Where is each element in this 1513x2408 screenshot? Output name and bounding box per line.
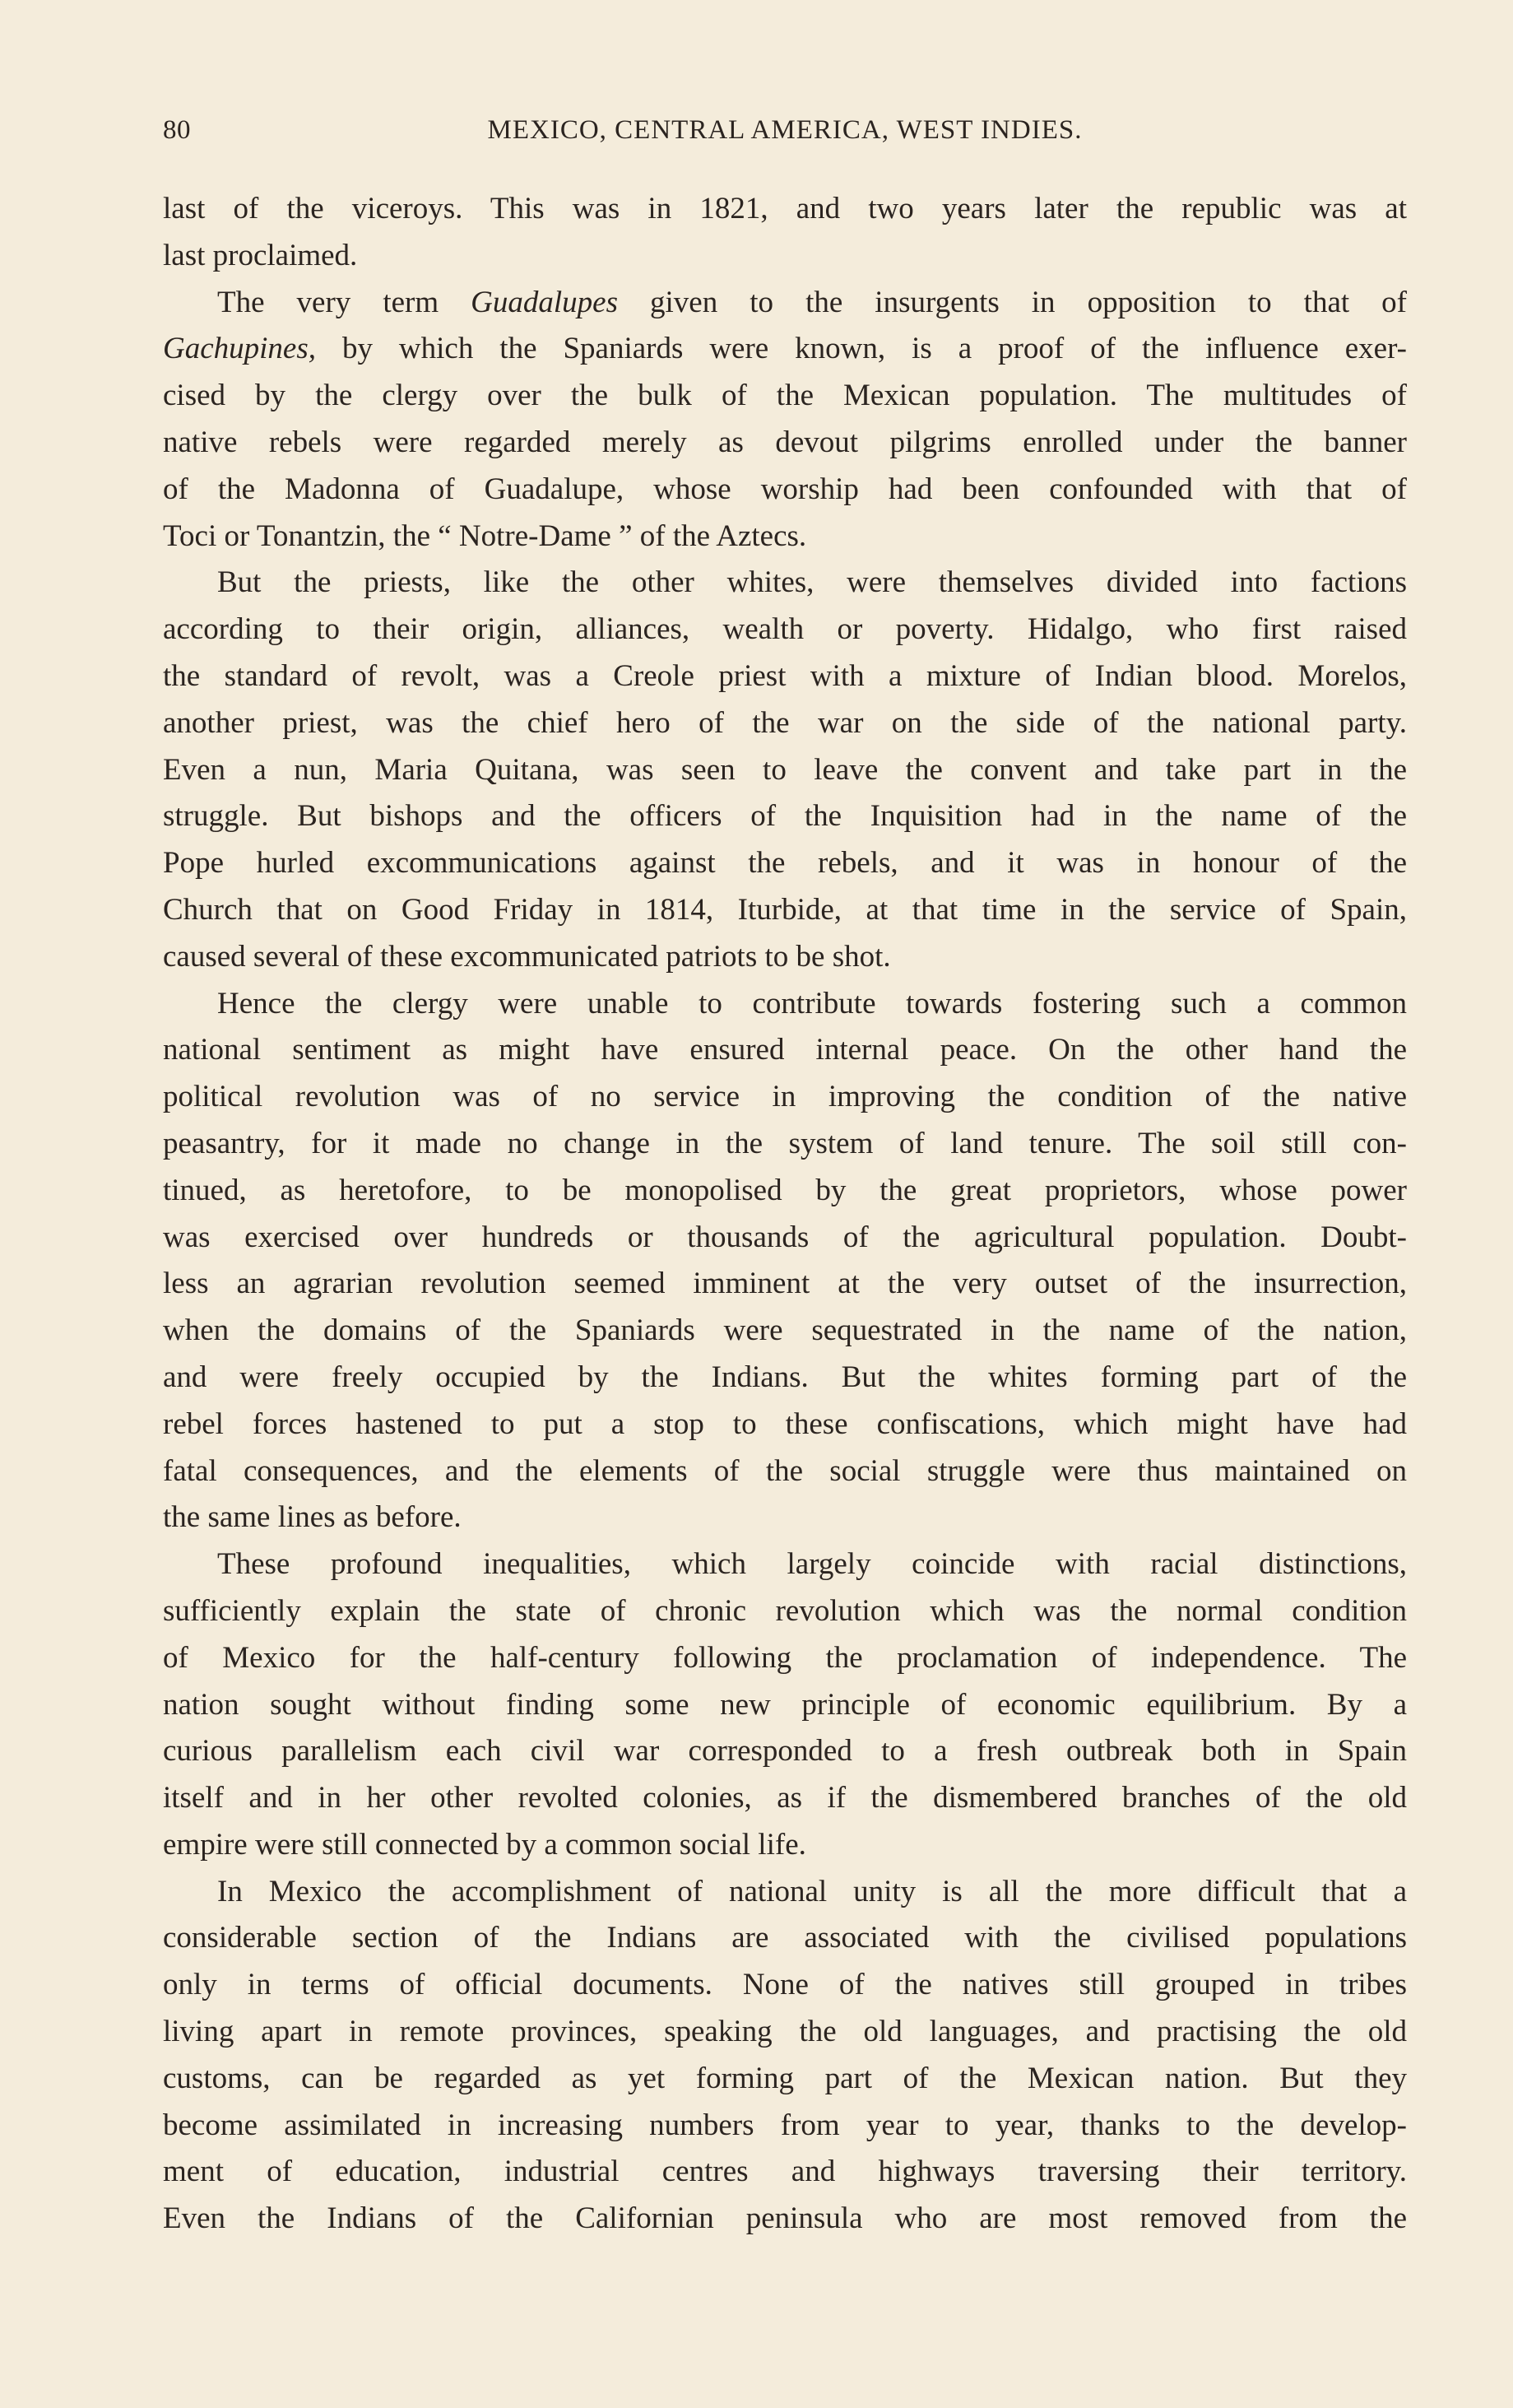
text-line: living apart in remote provinces, speaking the old languages, and practising the old [163,2015,1407,2049]
text-line: peasantry, for it made no change in the system of land tenure. The soil still con- [163,1126,1407,1160]
text-line: Toci or Tonantzin, the “ Notre-Dame ” of the Aztecs. [163,518,807,553]
text-line: These profound inequalities, which largely coincide with racial distinctions, [217,1547,1407,1582]
text-line: was exercised over hundreds or thousands of the agricultural population. Doubt- [163,1220,1407,1254]
body-text [163,186,1407,2243]
text-line: according to their origin, alliances, wealth or poverty. Hidalgo, who first raised [163,612,1407,647]
text-line: the standard of revolt, was a Creole priest with a mixture of Indian blood. Morelos, [163,658,1407,693]
text-line: the same lines as before. [163,1500,462,1535]
text-line: Pope hurled excommunications against the rebels, and it was in honour of the [163,846,1407,881]
text-line: last of the viceroys. This was in 1821, and two years later the republic was at [163,192,1407,225]
italic-term: Gachupines, [163,332,316,366]
text-line [163,280,1407,327]
text-line: when the domains of the Spaniards were sequestrated in the name of the nation, [163,1313,1407,1348]
text-line: struggle. But bishops and the officers of the Inquisition had in the name of the [163,799,1407,834]
text-line: last proclaimed. [163,238,358,272]
text-line: of the Madonna of Guadalupe, whose worship had been confounded with that of [163,472,1407,506]
text-line: another priest, was the chief hero of the war on the side of the national party. [163,705,1407,740]
text-line: native rebels were regarded merely as devout pilgrims enrolled under the banner [163,425,1407,459]
text-line: only in terms of official documents. None of the natives still grouped in tribes [163,1968,1407,2002]
text-line: ment of education, industrial centres and highways traversing their territory. [163,2155,1407,2189]
text-line: tinued, as heretofore, to be monopolised by the great proprietors, whose power [163,1173,1407,1207]
text-line: political revolution was of no service in improving the condition of the native [163,1080,1407,1114]
text-line: Even the Indians of the Californian peninsula who are most removed from the [163,2201,1407,2236]
running-title: MEXICO, CENTRAL AMERICA, WEST INDIES. [487,115,1083,145]
text-line: curious parallelism each civil war corresponded to a fresh outbreak both in Spain [163,1734,1407,1769]
page-number: 80 [163,115,191,145]
italic-term: Guadalupes [471,285,618,319]
text-line: rebel forces hastened to put a stop to these confiscations, which might have had [163,1406,1407,1441]
text-line: empire were still connected by a common social life. [163,1827,806,1862]
text-line: Even a nun, Maria Quitana, was seen to leave the convent and take part in the [163,752,1407,787]
text-line: caused several of these excommunicated patriots to be shot. [163,939,891,974]
text-line: national sentiment as might have ensured internal peace. On the other hand the [163,1033,1407,1067]
text-line: less an agrarian revolution seemed imminent at the very outset of the insurrection, [163,1267,1407,1301]
text-line: Hence the clergy were unable to contribute towards fostering such a common [217,986,1407,1020]
text-line: But the priests, like the other whites, were themselves divided into factions [217,565,1407,600]
text-line: customs, can be regarded as yet forming part of the Mexican nation. But they [163,2061,1407,2095]
text-line: Church that on Good Friday in 1814, Iturbide, at that time in the service of Spain, [163,892,1407,927]
text-span: by which the Spaniards were known, is a proof of the influence exer- [316,332,1407,366]
text-line: itself and in her other revolted colonies, as if the dismembered branches of the old [163,1781,1407,1815]
text-line: of Mexico for the half-century following the proclamation of independence. The [163,1640,1407,1675]
text-line: cised by the clergy over the bulk of the Mexican population. The multitudes of [163,379,1407,413]
text-span: The very term [217,285,471,319]
text-line: considerable section of the Indians are associated with the civilised populations [163,1921,1407,1955]
text-line: sufficiently explain the state of chronic revolution which was the normal condition [163,1593,1407,1628]
page-header [163,115,1407,151]
text-line: become assimilated in increasing numbers from year to year, thanks to the develop- [163,2108,1407,2142]
text-line: fatal consequences, and the elements of the social struggle were thus maintained on [163,1453,1407,1488]
text-span: given to the insurgents in opposition to that of [618,285,1407,319]
text-line: nation sought without finding some new principle of economic equilibrium. By a [163,1687,1407,1722]
text-line: and were freely occupied by the Indians. But the whites forming part of the [163,1360,1407,1394]
text-line [163,326,1407,373]
text-line: In Mexico the accomplishment of national unity is all the more difficult that a [217,1874,1407,1908]
